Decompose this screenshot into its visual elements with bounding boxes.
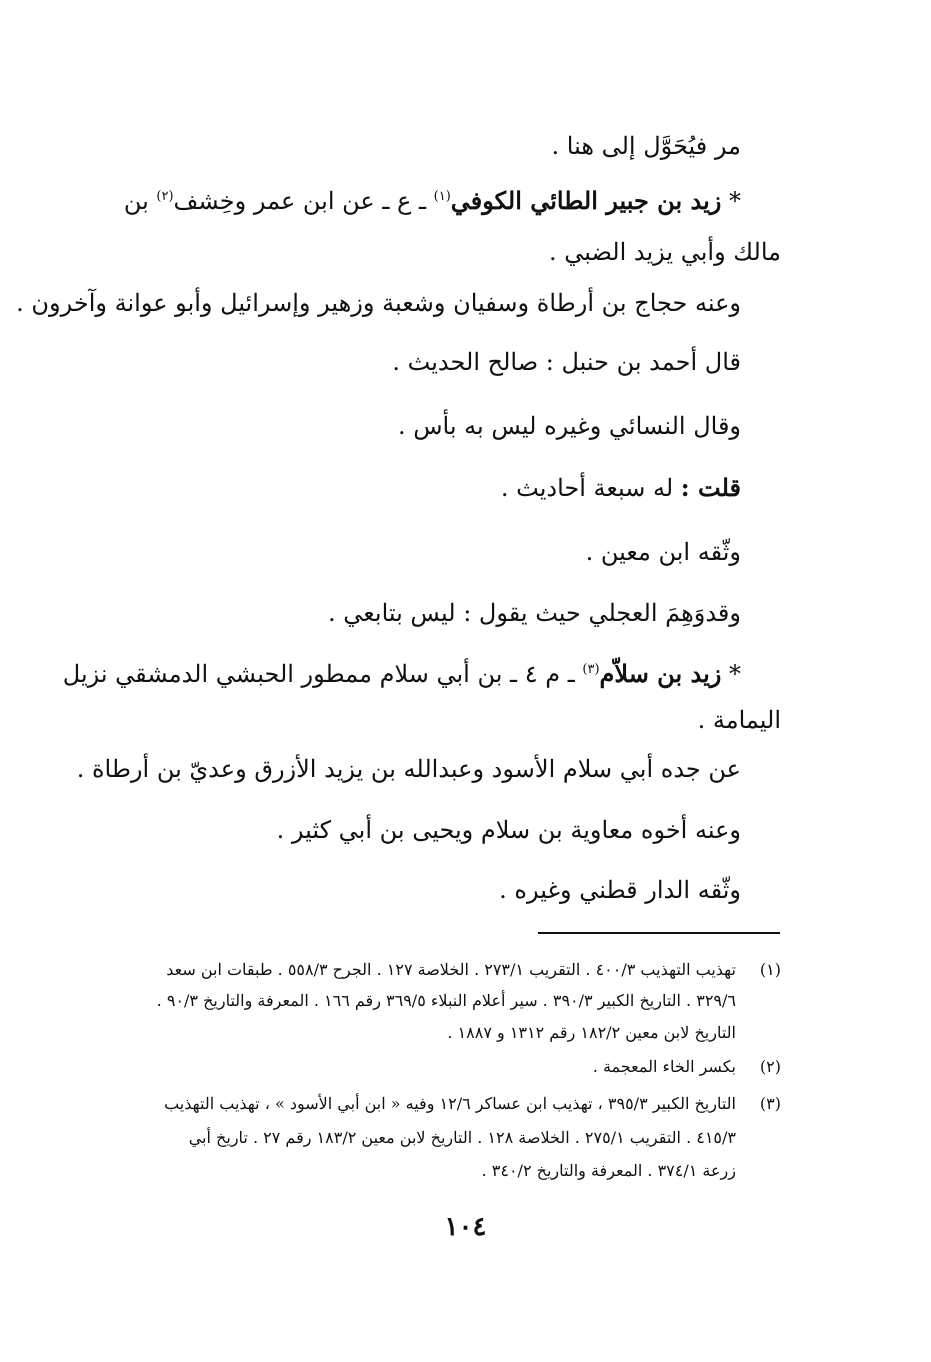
footnote-separator: [538, 932, 780, 934]
text-line: وقدوَهِمَ العجلي حيث يقول : ليس بتابعي .: [328, 599, 741, 627]
entry-name: زيد بن سلاّم: [599, 659, 722, 688]
footnote-number: (٣): [759, 1094, 781, 1113]
footnote-text: تهذيب التهذيب ٤٠٠/٣ . التقريب ٢٧٣/١ . الخلاصة ١٢٧ . الجرح ٥٥٨/٣ . طبقات ابن سعد: [166, 960, 736, 979]
footnote-ref-1: (١): [433, 189, 451, 204]
footnote-text: ٤١٥/٣ . التقريب ٢٧٥/١ . الخلاصة ١٢٨ . التاريخ لابن معين ١٨٣/٢ رقم ٢٧ . تاريخ أبي: [188, 1128, 736, 1147]
text-line: وثّقه الدار قطني وغيره .: [499, 876, 741, 904]
footnote-text: بكسر الخاء المعجمة .: [592, 1057, 736, 1076]
text-line: وعنه أخوه معاوية بن سلام ويحيى بن أبي كثير .: [276, 816, 741, 844]
entry-name: زيد بن جبير الطائي الكوفي: [450, 186, 722, 215]
footnote-text: زرعة ٣٧٤/١ . المعرفة والتاريخ ٣٤٠/٢ .: [481, 1161, 736, 1180]
text-line: قال أحمد بن حنبل : صالح الحديث .: [392, 348, 741, 376]
entry-zayd-ibn-jubayr: [123, 186, 741, 215]
entry-text-end: بن: [123, 187, 157, 215]
text-line: اليمامة .: [697, 706, 781, 734]
footnote-text: ٣٢٩/٦ . التاريخ الكبير ٣٩٠/٣ . سير أعلام النبلاء ٣٦٩/٥ رقم ١٦٦ . المعرفة والتاريخ ٩٠/٣ .: [156, 991, 736, 1010]
footnote-number: (٢): [759, 1057, 781, 1076]
text-line: وثّقه ابن معين .: [585, 538, 741, 566]
entry-text: ـ ع ـ عن ابن عمر وخِشف: [173, 187, 434, 215]
qultu-label: قلت :: [680, 473, 741, 502]
entry-marker: *: [729, 187, 741, 215]
footnote-number: (١): [759, 960, 781, 979]
text-line: عن جده أبي سلام الأسود وعبدالله بن يزيد الأزرق وعديّ بن أرطاة .: [76, 755, 741, 783]
footnote-ref-2: (٢): [156, 189, 174, 204]
entry-zayd-ibn-sallam: [62, 659, 741, 688]
entry-marker: *: [729, 660, 741, 688]
footnote-text: التاريخ لابن معين ١٨٢/٢ رقم ١٣١٢ و ١٨٨٧ .: [447, 1023, 736, 1042]
footnote-text: التاريخ الكبير ٣٩٥/٣ ، تهذيب ابن عساكر ١٢/٦ وفيه « ابن أبي الأسود » ، تهذيب التهذيب: [164, 1094, 736, 1113]
entry-text: ـ م ٤ ـ بن أبي سلام ممطور الحبشي الدمشقي نزيل: [62, 660, 583, 688]
page-number: ١٠٤: [444, 1212, 487, 1242]
text-line: وقال النسائي وغيره ليس به بأس .: [397, 412, 741, 440]
qultu-text: له سبعة أحاديث .: [500, 474, 681, 502]
text-line: وعنه حجاج بن أرطاة وسفيان وشعبة وزهير وإسرائيل وأبو عوانة وآخرون .: [16, 289, 741, 317]
footnote-ref-3: (٣): [582, 662, 600, 677]
text-line: [500, 473, 741, 502]
text-line: مر فيُحَوَّل إلى هنا .: [551, 132, 741, 160]
text-line: مالك وأبي يزيد الضبي .: [548, 238, 781, 266]
